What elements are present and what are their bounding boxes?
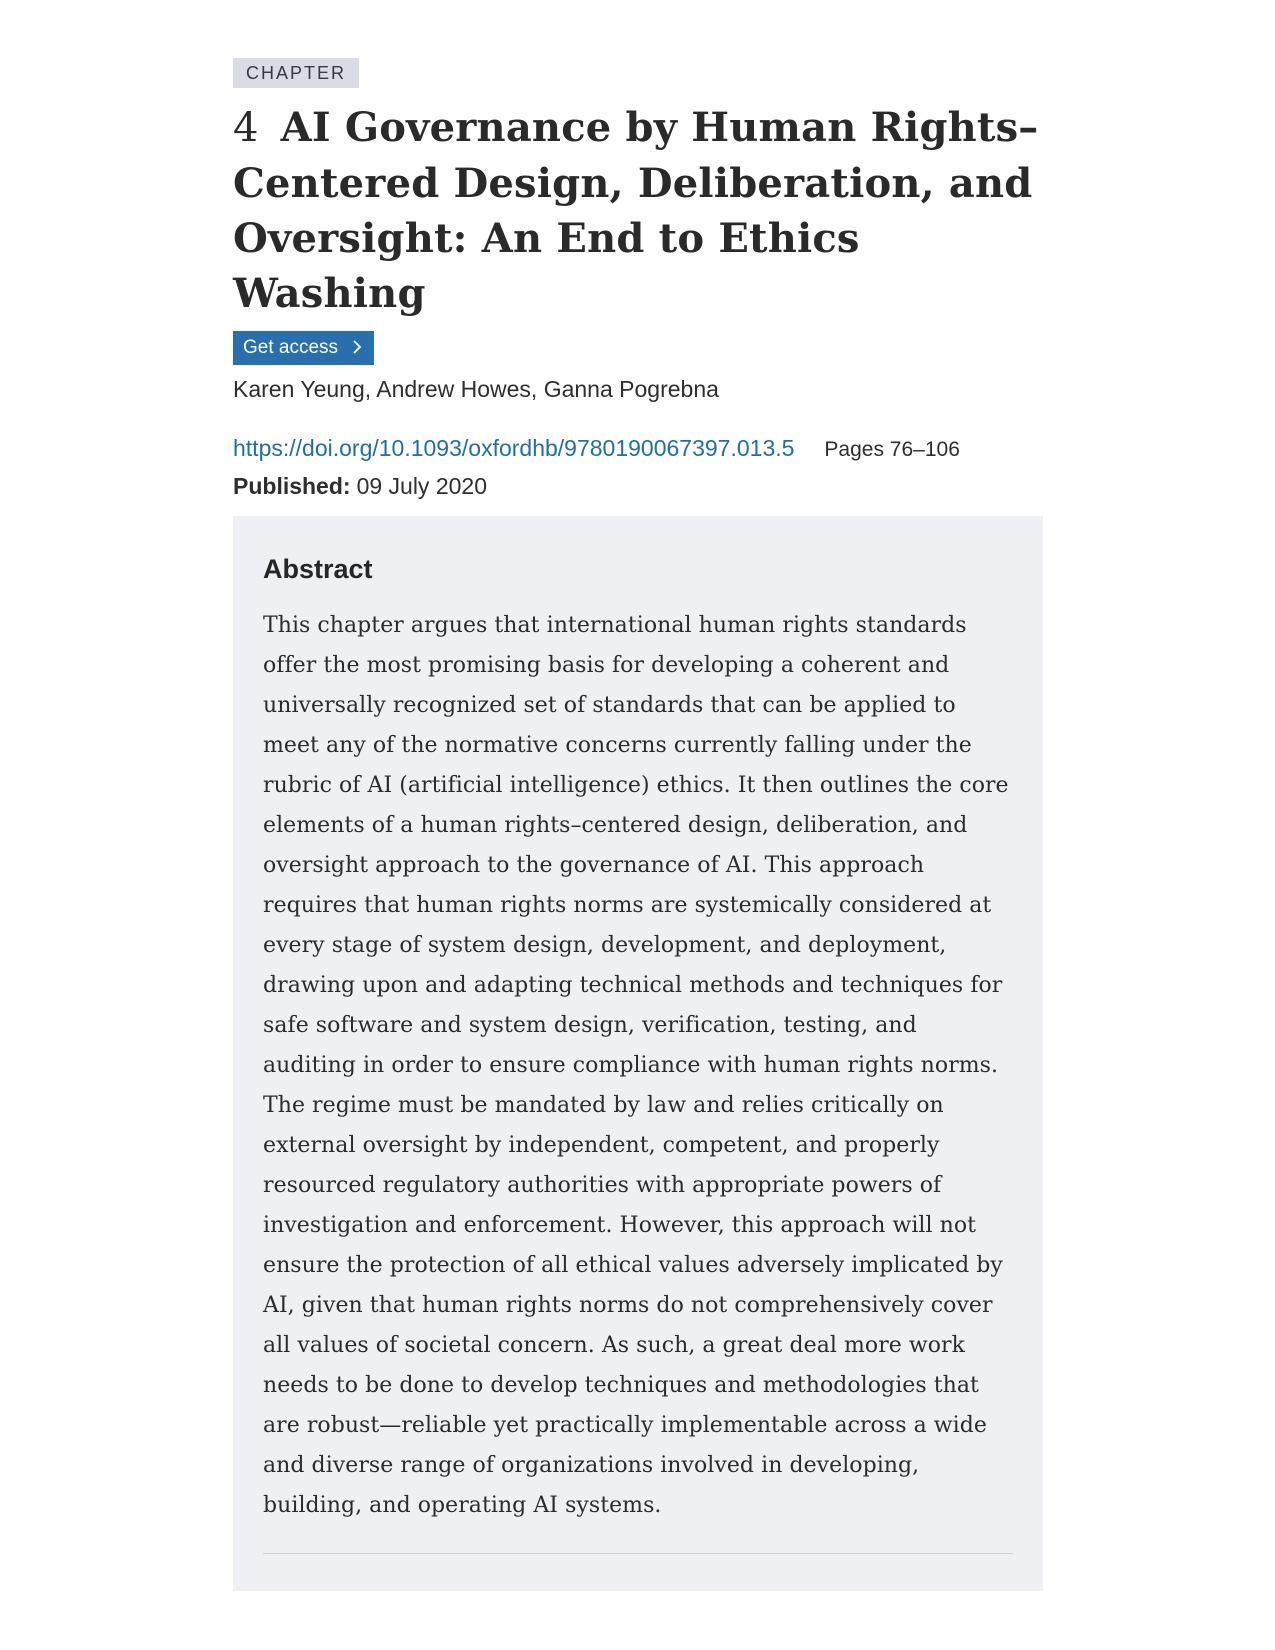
chapter-number: 4 [233, 105, 259, 151]
published-value: 09 July 2020 [356, 473, 487, 499]
authors[interactable]: Karen Yeung, Andrew Howes, Ganna Pogrebna [233, 376, 719, 402]
abstract-section [233, 516, 1043, 1591]
doi-link[interactable]: https://doi.org/10.1093/oxfordhb/9780190067397.013.5 [233, 435, 795, 461]
published-date [233, 470, 1045, 502]
chapter-tag: CHAPTER [233, 58, 359, 88]
chevron-right-icon [352, 339, 362, 358]
abstract-divider [263, 1553, 1013, 1554]
abstract-heading: Abstract [263, 554, 373, 584]
published-label: Published: [233, 473, 351, 499]
page-range: Pages 76–106 [824, 438, 960, 461]
page-title [233, 100, 1045, 321]
abstract-text: This chapter argues that international human rights standards offer the most promising basis for developing a coherent and universally recognized set of standards that can be applied to meet any of the normative concerns currently falling under the rubric of AI (artificial intelligence) ethics. It then outlines the core elements of a human rights–centered design, deliberation, and oversight approach to the governance of AI. This approach requires that human rights norms are systemically considered at every stage of system design, development, and deployment, drawing upon and adapting technical methods and techniques for safe software and system design, verification, testing, and auditing in order to ensure compliance with human rights norms. The regime must be mandated by law and relies critically on external oversight by independent, competent, and properly resourced regulatory authorities with appropriate powers of investigation and enforcement. However, this approach will not ensure the protection of all ethical values adversely implicated by AI, given that human rights norms do not comprehensively cover all values of societal concern. As such, a great deal more work needs to be done to develop techniques and methodologies that are robust—reliable yet practically implementable across a wide and diverse range of organizations involved in developing, building, and operating AI systems. [263, 613, 1009, 1518]
chapter-title-text: AI Governance by Human Rights–Centered Design, Deliberation, and Oversight: An End to Ethics Washing [233, 104, 1039, 317]
citation-meta [233, 435, 1045, 462]
chapter-header [233, 58, 1045, 502]
get-access-label: Get access [243, 337, 339, 358]
get-access-button[interactable] [233, 331, 374, 365]
